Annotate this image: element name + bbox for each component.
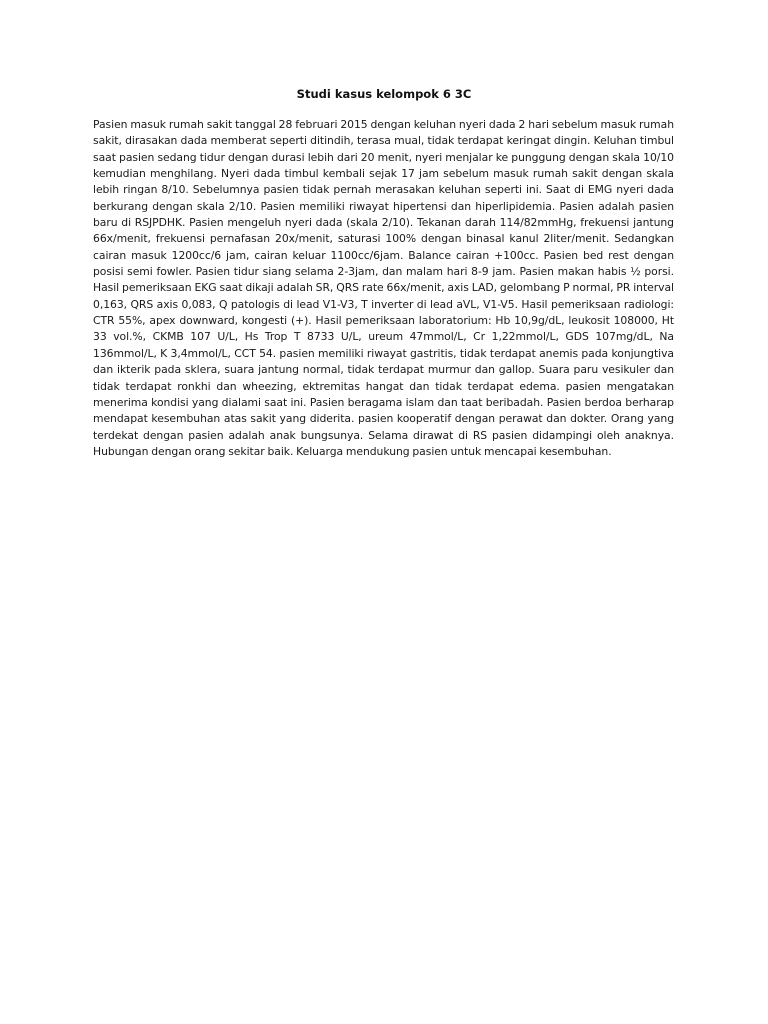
document-title: Studi kasus kelompok 6 3C: [296, 87, 472, 101]
document-body-paragraph: Pasien masuk rumah sakit tanggal 28 februari 2015 dengan keluhan nyeri dada 2 hari sebelum masuk rumah sakit, dirasakan dada memberat seperti ditindih, terasa mual, tidak terdapat keringat dingin. Keluhan timbul saat pasien sedang tidur dengan durasi lebih dari 20 menit, nyeri menjalar ke punggung dengan skala 10/10 kemudian menghilang. Nyeri dada timbul kembali sejak 17 jam sebelum masuk rumah sakit dengan skala lebih ringan 8/10. Sebelumnya pasien tidak pernah merasakan keluhan seperti ini. Saat di EMG nyeri dada berkurang dengan skala 2/10. Pasien memiliki riwayat hipertensi dan hiperlipidemia. Pasien adalah pasien baru di RSJPDHK. Pasien mengeluh nyeri dada (skala 2/10). Tekanan darah 114/82mmHg, frekuensi jantung 66x/menit, frekuensi pernafasan 20x/menit, saturasi 100% dengan binasal kanul 2liter/menit. Sedangkan cairan masuk 1200cc/6 jam, cairan keluar 1100cc/6jam. Balance cairan +100cc. Pasien bed rest dengan posisi semi fowler. Pasien tidur siang selama 2-3jam, dan malam hari 8-9 jam. Pasien makan habis ½ porsi. Hasil pemeriksaan EKG saat dikaji adalah SR, QRS rate 66x/menit, axis LAD, gelombang P normal, PR interval 0,163, QRS axis 0,083, Q patologis di lead V1-V3, T inverter di lead aVL, V1-V5. Hasil pemeriksaan radiologi: CTR 55%, apex downward, kongesti (+). Hasil pemeriksaan laboratorium: Hb 10,9g/dL, leukosit 108000, Ht 33 vol.%, CKMB 107 U/L, Hs Trop T 8733 U/L, ureum 47mmol/L, Cr 1,22mmol/L, GDS 107mg/dL, Na 136mmol/L, K 3,4mmol/L, CCT 54. pasien memiliki riwayat gastritis, tidak terdapat anemis pada konjungtiva dan ikterik pada sklera, suara jantung normal, tidak terdapat murmur dan gallop. Suara paru vesikuler dan tidak terdapat ronkhi dan wheezing, ektremitas hangat dan tidak terdapat edema. pasien mengatakan menerima kondisi yang dialami saat ini. Pasien beragama islam dan taat beribadah. Pasien berdoa berharap mendapat kesembuhan atas sakit yang diderita. pasien kooperatif dengan perawat dan dokter. Orang yang terdekat dengan pasien adalah anak bungsunya. Selama dirawat di RS pasien didampingi oleh anaknya. Hubungan dengan orang sekitar baik. Keluarga mendukung pasien untuk mencapai kesembuhan.: [93, 118, 674, 458]
